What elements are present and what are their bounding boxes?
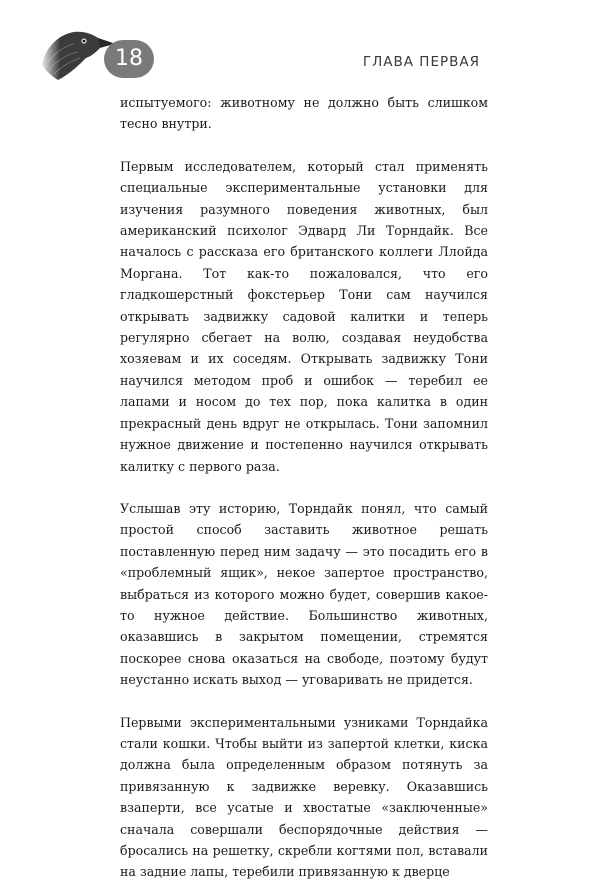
paragraph: Первыми экспериментальными узниками Торндайка стали кошки. Чтобы выйти из запертой клетки, киска должна была определенным образом потянуть за привязанную к задвижке веревку. Оказавшись взаперти, все усатые и хвостатые «заключенные» сначала совершали беспорядочные действия — бросались на решетку, скребли когтями пол, вставали на задние лапы, теребили привязанную к дверце bbox=[120, 714, 488, 880]
chapter-title: ГЛАВА ПЕРВАЯ bbox=[362, 54, 480, 70]
body-text bbox=[120, 92, 488, 883]
paragraph: Первым исследователем, который стал применять специальные экспериментальные установки для изучения разумного поведения животных, был американский психолог Эдвард Ли Торндайк. Все началось с рассказа его британского коллеги Ллойда Моргана. Тот как-то пожаловался, что его гладкошерстный фокстерьер Тони сам научился открывать задвижку садовой калитки и теперь регулярно сбегает на волю, создавая неудобства хозяевам и их соседям. Открывать задвижку Тони научился методом проб и ошибок — теребил ее лапами и носом до тех пор, пока калитка в один прекрасный день вдруг не открылась. Тони запомнил нужное движение и постепенно научился открывать калитку с первого раза. bbox=[120, 158, 488, 474]
paragraph: Услышав эту историю, Торндайк понял, что самый простой способ заставить животное решать поставленную перед ним задачу — это посадить его в «проблемный ящик», некое запертое пространство, выбраться из которого можно будет, совершив какое-то нужное действие. Большинство животных, оказавшись в закрытом помещении, стремятся поскорее снова оказаться на свободе, поэтому будут неустанно искать выход — уговаривать не придется. bbox=[120, 500, 488, 688]
page-number: 18 bbox=[104, 40, 154, 78]
paragraph: испытуемого: животному не должно быть слишком тесно внутри. bbox=[120, 95, 488, 132]
